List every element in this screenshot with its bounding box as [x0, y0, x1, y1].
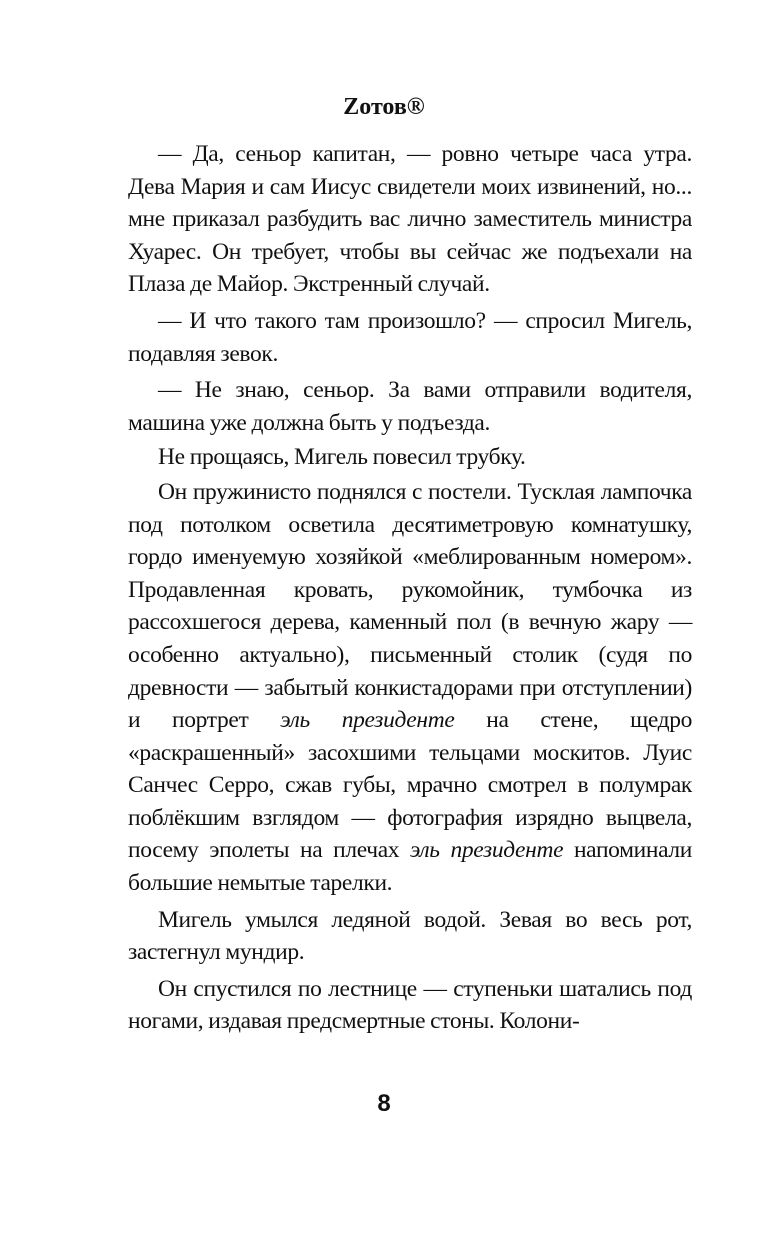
- text-run: Не прощаясь, Мигель повесил трубку.: [158, 444, 526, 471]
- paragraph: [128, 441, 692, 474]
- paragraph: [128, 973, 692, 1038]
- text-run: напоминали большие немытые тарелки.: [128, 837, 692, 897]
- running-header: Zотов®: [343, 94, 425, 120]
- text-run: — Да, сеньор капитан, — ровно четыре часа утра. Дева Мария и сам Иисус свидетели моих извинений, но... мне приказал разбудить вас лично заместитель министра Хуарес. Он требует, чтобы вы сейчас же подъехали на Плаза де Майор. Экстренный случай.: [128, 141, 692, 298]
- text-run: Он пружинисто поднялся с постели. Тусклая лампочка под потолком осветила десятиметровую комнатушку, гордо именуемую хозяйкой «меблированным номером». Продавленная кровать, рукомойник, тумбочка из рассохшегося дерева, каменный пол (в вечную жару — особенно актуально), письменный столик (судя по древности — забытый конкистадорами при отступлении) и портрет: [128, 478, 692, 734]
- text-run: на стене, щедро «раскрашенный» засохшими тельцами москитов. Луис Санчес Серро, сжав губы, мрачно смотрел в полумрак поблёкшим взглядом — фотография изрядно выцвела, посему эполеты на плечах: [128, 707, 693, 864]
- text-run: — Не знаю, сеньор. За вами отправили водителя, машина уже должна быть у подъезда.: [128, 377, 692, 436]
- text-run: — И что такого там произошло? — спросил Мигель, подавляя зевок.: [128, 307, 692, 367]
- paragraph: [128, 374, 692, 439]
- italic-phrase: эль президенте: [409, 837, 564, 864]
- body-text: [128, 138, 692, 1040]
- text-run: Он спустился по лестнице — ступеньки шатались под ногами, издавая предсмертные стоны. Колони-: [128, 975, 692, 1035]
- paragraph: [128, 476, 692, 900]
- paragraph: [128, 138, 692, 301]
- paragraph: [128, 305, 692, 370]
- paragraph: [128, 904, 692, 969]
- italic-phrase: эль президенте: [280, 707, 455, 734]
- page-number: 8: [377, 1090, 391, 1117]
- text-run: Мигель умылся ледяной водой. Зевая во весь рот, застегнул мундир.: [128, 906, 692, 966]
